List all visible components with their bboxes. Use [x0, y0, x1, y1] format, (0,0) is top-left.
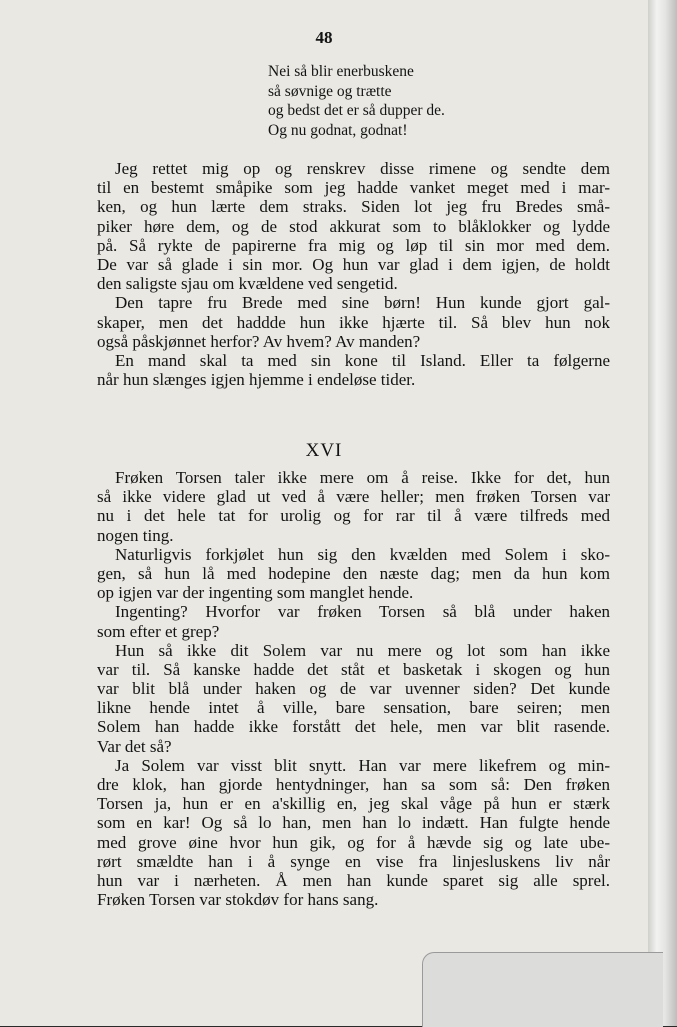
text-line: piker høre dem, og de stod akkurat som to blåklokker og lydde [97, 216, 610, 236]
text-line: Naturligvis forkjølet hun sig den kvælden med Solem i sko- [115, 544, 610, 564]
text-line: ken, og hun lærte dem straks. Siden lot jeg fru Bredes små- [97, 197, 610, 217]
text-line: op igjen var der ingenting som manglet hende. [97, 583, 414, 603]
page-edge [648, 0, 677, 1026]
text-line: den saligste sjau om kvældene ved sengetid. [97, 274, 398, 294]
text-line: var til. Så kanske hadde det ståt et basketak i skogen og hun [97, 659, 610, 679]
text-line: Torsen ja, hun er en a'skillig en, jeg skal våge på hun er stærk [97, 794, 610, 814]
poem-line: og bedst det er så dupper de. [268, 102, 445, 119]
text-line: nu i det hele tat for urolig og for rar til å være tilfreds med [97, 506, 610, 526]
text-line: med grove øine hvor hun gik, og for å hævde sig og late ube- [97, 832, 610, 852]
section-1-text [97, 159, 610, 389]
section-2-text [97, 468, 610, 909]
text-line: Frøken Torsen var stokdøv for hans sang. [97, 890, 379, 910]
chapter-heading: XVI [305, 440, 343, 461]
text-line: Frøken Torsen taler ikke mere om å reise. Ikke for det, hun [115, 468, 610, 487]
text-line: så ikke videre glad ut ved å være heller; men frøken Torsen var [97, 487, 610, 507]
text-line: Solem han hadde ikke forstått det hele, men var blit rasende. [97, 717, 610, 737]
text-line: Jeg rettet mig op og renskrev disse rimene og sendte dem [115, 159, 610, 178]
text-line: Ja Solem var visst blit snytt. Han var mere likefrem og min- [115, 755, 610, 775]
text-line: også påskjønnet herfor? Av hvem? Av manden? [97, 331, 421, 351]
poem [268, 62, 445, 140]
text-line: Var det så? [97, 736, 172, 756]
text-line: Ingenting? Hvorfor var frøken Torsen så blå under haken [115, 602, 610, 622]
text-line: var blit blå under haken og de var uvenner siden? Det kunde [97, 679, 610, 699]
text-line: gen, så hun lå med hodepine den næste dag; men da hun kom [97, 563, 610, 583]
text-line: hun var i nærheten. Å men han kunde sparet sig alle sprel. [97, 870, 610, 890]
text-line: nogen ting. [97, 525, 174, 545]
text-line: dre klok, han gjorde hentydninger, han sa som så: Den frøken [97, 775, 610, 794]
text-line: rørt smældte han i å synge en vise fra linjesluskens liv når [97, 851, 610, 871]
poem-line: Og nu godnat, godnat! [268, 121, 408, 139]
text-line: Hun så ikke dit Solem var nu mere og lot som han ikke [115, 640, 610, 660]
text-line: skaper, men det haddde hun ikke hjærte til. Så blev hun nok [97, 312, 610, 332]
text-line: på. Så rykte de papirerne fra mig og løp til sin mor med dem. [97, 235, 610, 255]
poem-line: så søvnige og trætte [268, 82, 392, 100]
scanner-tab [422, 952, 663, 1027]
text-line: som en kar! Og så lo han, men han lo indætt. Han fulgte hende [97, 813, 610, 833]
text-line: når hun slænges igjen hjemme i endeløse tider. [97, 370, 416, 390]
text-line: som efter et grep? [97, 621, 220, 641]
page-number: 48 [315, 28, 333, 47]
poem-line: Nei så blir enerbuskene [268, 63, 414, 80]
text-line: De var så glade i sin mor. Og hun var glad i dem igjen, de holdt [97, 254, 610, 274]
text-line: Den tapre fru Brede med sine børn! Hun kunde gjort gal- [115, 293, 610, 313]
text-line: En mand skal ta med sin kone til Island. Eller ta følgerne [115, 350, 610, 370]
text-line: likne hende intet å ville, bare sensation, bare seiren; men [97, 698, 610, 718]
text-line: til en bestemt småpike som jeg hadde vanket meget med i mar- [97, 178, 610, 198]
